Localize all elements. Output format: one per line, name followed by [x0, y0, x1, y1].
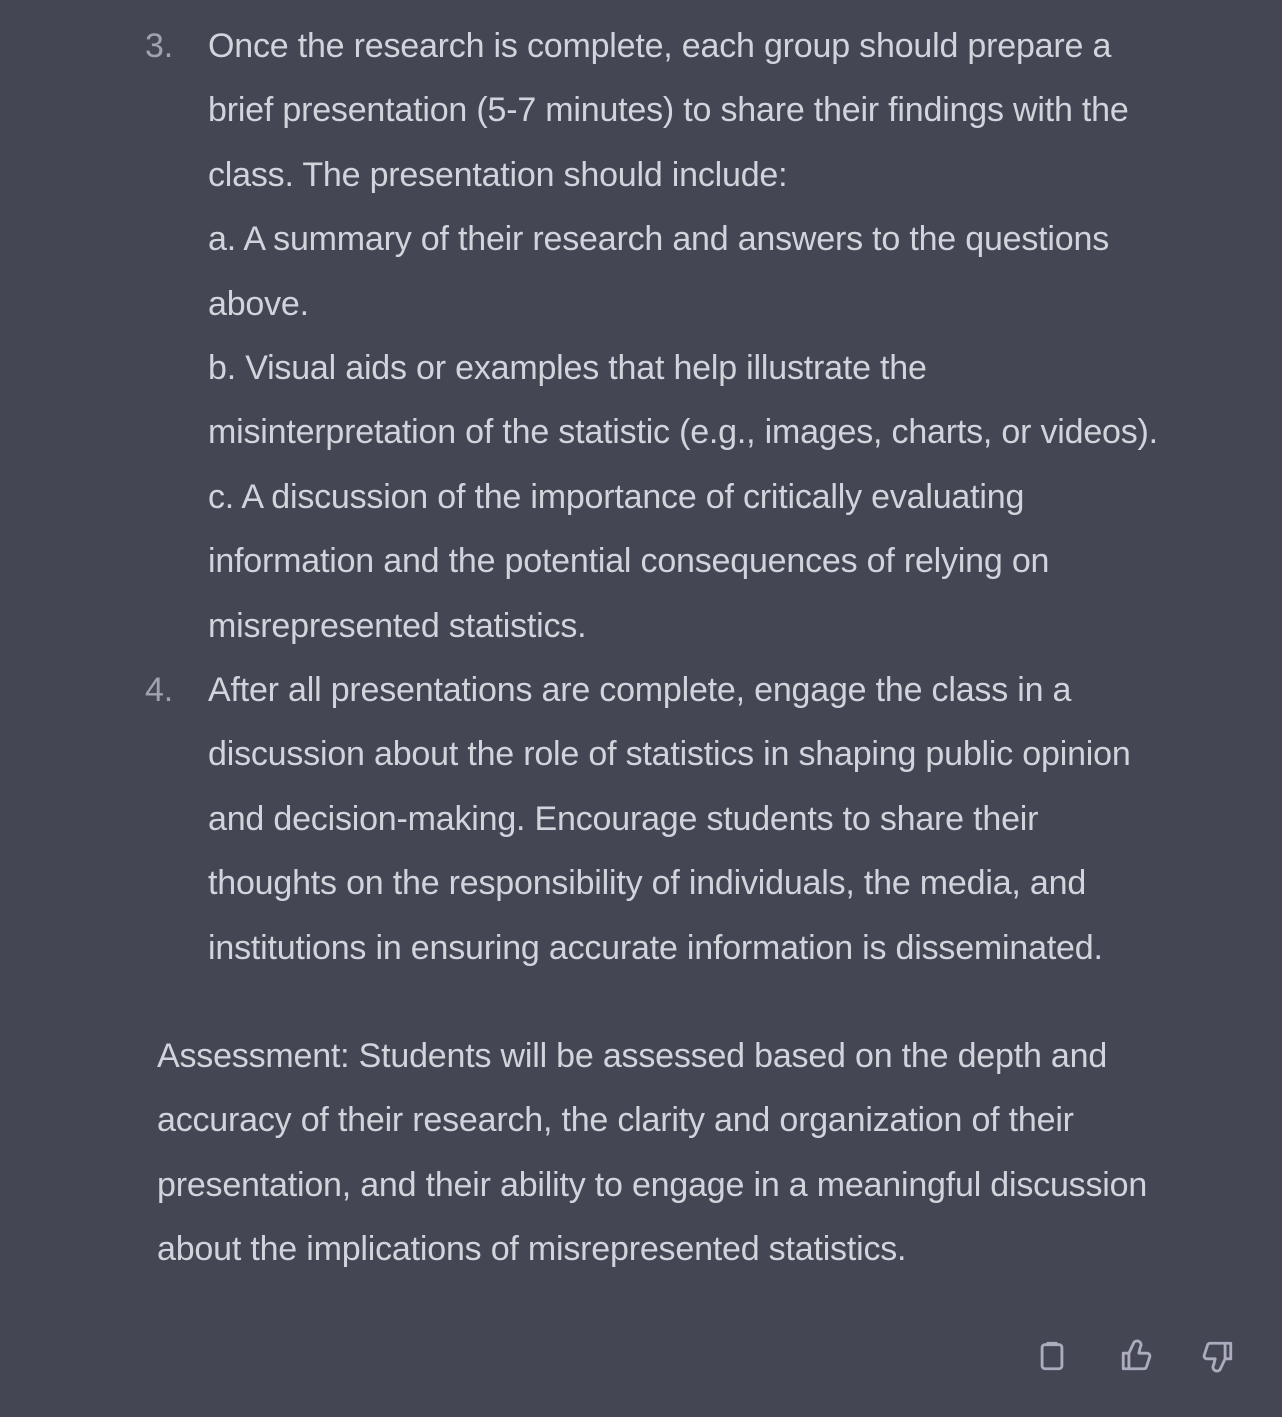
list-number: 4.	[145, 671, 173, 710]
assessment-paragraph	[157, 1024, 1267, 1282]
text-line: b. Visual aids or examples that help illustrate the	[208, 349, 927, 388]
instruction-steps-list	[0, 14, 1282, 980]
thumbs-down-button[interactable]	[1196, 1334, 1240, 1378]
text-line: misrepresented statistics.	[208, 606, 587, 645]
text-line: brief presentation (5-7 minutes) to share their findings with the	[208, 91, 1129, 130]
message-actions	[1030, 1334, 1250, 1378]
text-line: thoughts on the responsibility of individuals, the media, and	[208, 864, 1087, 903]
text-line: discussion about the role of statistics in shaping public opinion	[208, 735, 1131, 774]
assistant-message	[0, 14, 1282, 980]
text-line: about the implications of misrepresented statistics.	[157, 1230, 907, 1269]
text-line: a. A summary of their research and answers to the questions	[208, 220, 1110, 259]
text-line: presentation, and their ability to engage in a meaningful discussion	[157, 1165, 1148, 1204]
text-line: above.	[208, 284, 309, 323]
text-line: accuracy of their research, the clarity and organization of their	[157, 1101, 1074, 1140]
clipboard-icon	[1035, 1339, 1069, 1373]
text-line: After all presentations are complete, engage the class in a	[208, 671, 1072, 710]
list-item-step-3	[0, 14, 1282, 658]
thumbs-up-icon	[1119, 1339, 1153, 1373]
text-line: Assessment: Students will be assessed based on the depth and	[157, 1037, 1108, 1075]
text-line: Once the research is complete, each group should prepare a	[208, 27, 1112, 65]
copy-button[interactable]	[1030, 1334, 1074, 1378]
list-number: 3.	[145, 27, 173, 65]
list-item-step-4	[0, 658, 1282, 980]
text-line: information and the potential consequences of relying on	[208, 542, 1050, 581]
thumbs-down-icon	[1201, 1339, 1235, 1373]
text-line: institutions in ensuring accurate information is disseminated.	[208, 928, 1103, 967]
text-line: misinterpretation of the statistic (e.g., images, charts, or videos).	[208, 413, 1158, 452]
thumbs-up-button[interactable]	[1114, 1334, 1158, 1378]
text-line: class. The presentation should include:	[208, 155, 788, 194]
text-line: c. A discussion of the importance of critically evaluating	[208, 477, 1025, 516]
text-line: and decision-making. Encourage students to share their	[208, 799, 1039, 838]
